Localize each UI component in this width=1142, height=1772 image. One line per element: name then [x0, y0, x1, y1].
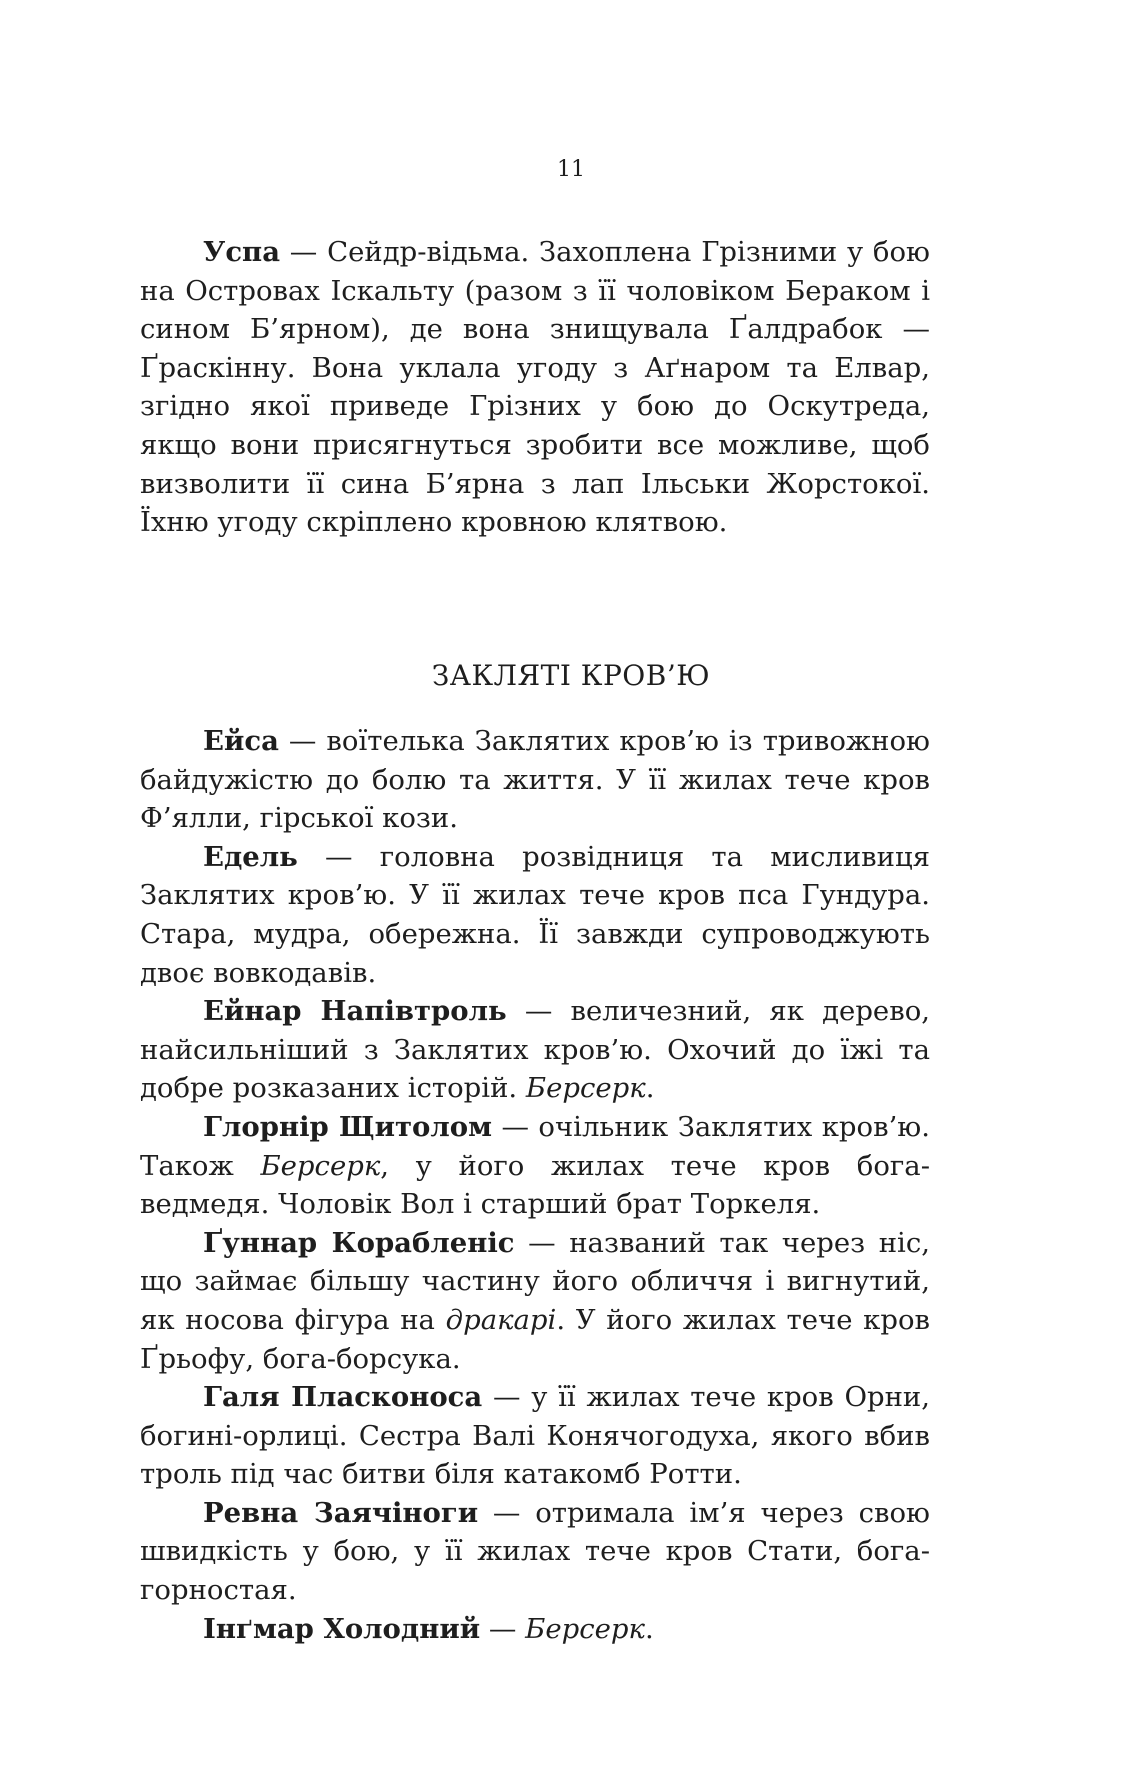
- section-text: [140, 722, 930, 1648]
- character-description: .: [645, 1072, 655, 1105]
- character-description: — у її жилах тече кров Орни, богині-орлиці. Сестра Валі Конячогодуха, якого вбив троль під час битви біля катакомб Ротти.: [140, 1381, 930, 1491]
- italic-term: Берсерк: [260, 1149, 381, 1182]
- character-entry-eysa: [140, 722, 930, 838]
- italic-term: дракарі: [445, 1303, 557, 1336]
- character-name: Галя Пласконоса: [203, 1381, 483, 1414]
- character-description: — отримала ім’я через свою швидкість у бою, у її жилах тече кров Стати, бога-горностая.: [140, 1496, 930, 1607]
- character-entry-edel: [140, 838, 930, 992]
- italic-term: Берсерк: [525, 1072, 646, 1105]
- character-entry-uspa: [140, 233, 930, 542]
- character-name: Ейса: [203, 725, 279, 757]
- character-name: Ейнар Напівтроль: [203, 995, 507, 1028]
- character-entry-glornir: [140, 1108, 930, 1224]
- section-heading: ЗАКЛЯТІ КРОВ’Ю: [431, 659, 711, 692]
- character-entry-einar: [140, 992, 930, 1108]
- character-description: .: [644, 1612, 654, 1645]
- character-entry-ingmar: [140, 1610, 930, 1649]
- character-entry-revna: [140, 1494, 930, 1610]
- character-description: — названий так через ніс, що займає більшу частину його обличчя і вигнутий, як носова фігура на: [140, 1226, 930, 1336]
- character-entry-halia: [140, 1378, 930, 1494]
- character-description: — очільник Заклятих кров’ю. Також: [140, 1110, 930, 1182]
- character-name: Інґмар Холодний: [203, 1612, 481, 1645]
- character-description: —: [480, 1612, 526, 1645]
- character-description: — Сейдр-відьма. Захоплена Грізними у бою на Островах Іскальту (разом з її чоловіком Бераком і сином Б’ярном), де вона знищувала Ґалдрабок — Ґраскінну. Вона уклала угоду з Аґнаром та Елвар, згідно якої приведе Грізних у бою до Оскутреда, якщо вони присягнуться зробити все можливе, щоб визволити її сина Б’ярна з лап Ільськи Жорстокої. Їхню угоду скріплено кровною клятвою.: [140, 236, 930, 539]
- character-name: Глорнір Щитолом: [203, 1110, 492, 1143]
- character-entry-gunnar: [140, 1224, 930, 1378]
- character-name: Успа: [203, 236, 281, 268]
- character-description: , у його жилах тече кров бога-ведмедя. Чоловік Вол і старший брат Торкеля.: [140, 1149, 930, 1221]
- character-name: Едель: [203, 840, 298, 873]
- character-name: Ревна Заячіноги: [203, 1496, 479, 1529]
- italic-term: Берсерк: [525, 1612, 645, 1645]
- character-description: — величезний, як дерево, найсильніший з Заклятих кров’ю. Охочий до їжі та добре розказаних історій.: [140, 995, 930, 1105]
- character-description: . У його жилах тече кров Ґрьофу, бога-борсука.: [140, 1303, 930, 1375]
- page-number: 11: [557, 157, 585, 182]
- character-name: Ґуннар Корабленіс: [203, 1226, 515, 1259]
- character-description: — головна розвідниця та мисливиця Заклятих кров’ю. У її жилах тече кров пса Гундура. Стара, мудра, обережна. Її завжди супроводжують двоє вовкодавів.: [140, 840, 930, 989]
- intro-text: [140, 233, 930, 542]
- character-description: — воїтелька Заклятих кров’ю із тривожною байдужістю до болю та життя. У її жилах тече кров Ф’ялли, гірської кози.: [140, 725, 930, 835]
